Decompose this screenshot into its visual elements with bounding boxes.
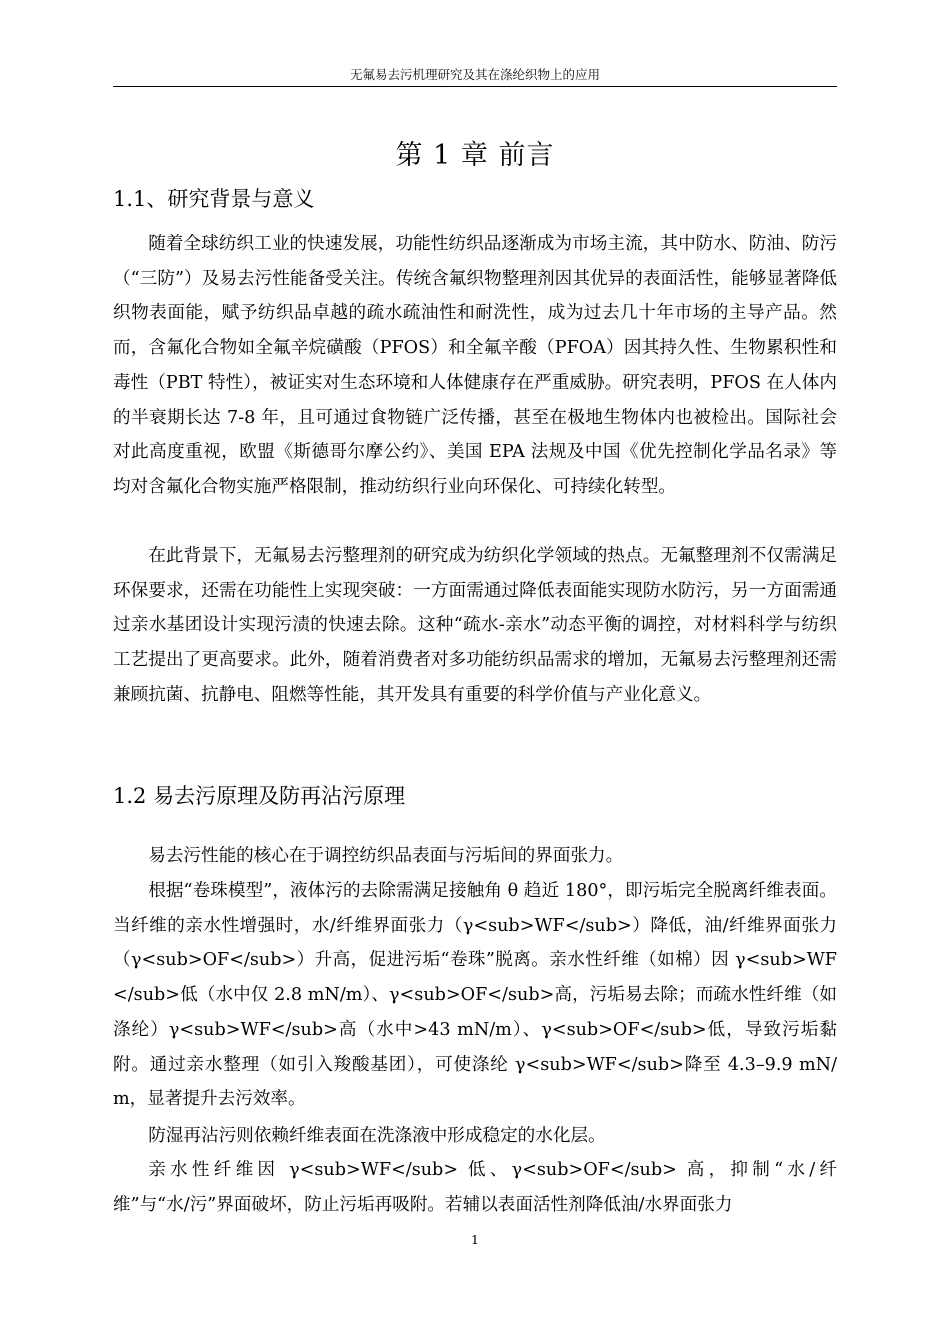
header-rule <box>113 86 837 87</box>
paragraph-roll-up-model: 根据“卷珠模型”，液体污的去除需满足接触角 θ 趋近 180°，即污垢完全脱离纤维表面。当纤维的亲水性增强时，水/纤维界面张力（γ<sub>WF</sub>）降低，油/纤维界面张力（γ<sub>OF</sub>）升高，促进污垢“卷珠”脱离。亲水性纤维（如棉）因 γ<sub>WF</sub>低（水中仅 2.8 mN/m）、γ<sub>OF</sub>高，污垢易去除；而疏水性纤维（如涤纶）γ<sub>WF</sub>高（水中>43 mN/m）、γ<sub>OF</sub>低，导致污垢黏附。通过亲水整理（如引入羧酸基团），可使涤纶 γ<sub>WF</sub>降至 4.3–9.9 mN/m，显著提升去污效率。 <box>113 881 837 1110</box>
paragraph-background-2: 在此背景下，无氟易去污整理剂的研究成为纺织化学领域的热点。无氟整理剂不仅需满足环保要求，还需在功能性上实现突破：一方面需通过降低表面能实现防水防污，另一方面需通过亲水基团设计实现污渍的快速去除。这种“疏水-亲水”动态平衡的调控，对材料科学与纺织工艺提出了更高要求。此外，随着消费者对多功能纺织品需求的增加，无氟易去污整理剂还需兼顾抗菌、抗静电、阻燃等性能，其开发具有重要的科学价值与产业化意义。 <box>113 546 837 705</box>
page-number: 1 <box>471 1232 479 1247</box>
paragraph-background-1: 随着全球纺织工业的快速发展，功能性纺织品逐渐成为市场主流，其中防水、防油、防污（“三防”）及易去污性能备受关注。传统含氟织物整理剂因其优异的表面活性，能够显著降低织物表面能，赋予纺织品卓越的疏水疏油性和耐洗性，成为过去几十年市场的主导产品。然而，含氟化合物如全氟辛烷磺酸（PFOS）和全氟辛酸（PFOA）因其持久性、生物累积性和毒性（PBT 特性），被证实对生态环境和人体健康存在严重威胁。研究表明，PFOS 在人体内的半衰期长达 7-8 年，且可通过食物链广泛传播，甚至在极地生物体内也被检出。国际社会对此高度重视，欧盟《斯德哥尔摩公约》、美国 EPA 法规及中国《优先控制化学品名录》等均对含氟化合物实施严格限制，推动纺织行业向环保化、可持续化转型。 <box>113 234 837 497</box>
section-heading-1-1: 1.1、研究背景与意义 <box>113 187 315 211</box>
paragraph-anti-redeposition-detail: 亲水性纤维因 γ<sub>WF</sub> 低、γ<sub>OF</sub> 高，抑制“水/纤维”与“水/污”界面破坏，防止污垢再吸附。若辅以表面活性剂降低油/水界面张力 <box>113 1160 837 1215</box>
section-heading-1-2: 1.2 易去污原理及防再沾污原理 <box>113 784 406 808</box>
chapter-title: 第 1 章 前言 <box>395 140 555 171</box>
running-header: 无氟易去污机理研究及其在涤纶织物上的应用 <box>349 67 600 82</box>
paragraph-anti-redeposition-intro: 防湿再沾污则依赖纤维表面在洗涤液中形成稳定的水化层。 <box>148 1126 606 1146</box>
paragraph-principle-intro: 易去污性能的核心在于调控纺织品表面与污垢间的界面张力。 <box>148 846 624 866</box>
